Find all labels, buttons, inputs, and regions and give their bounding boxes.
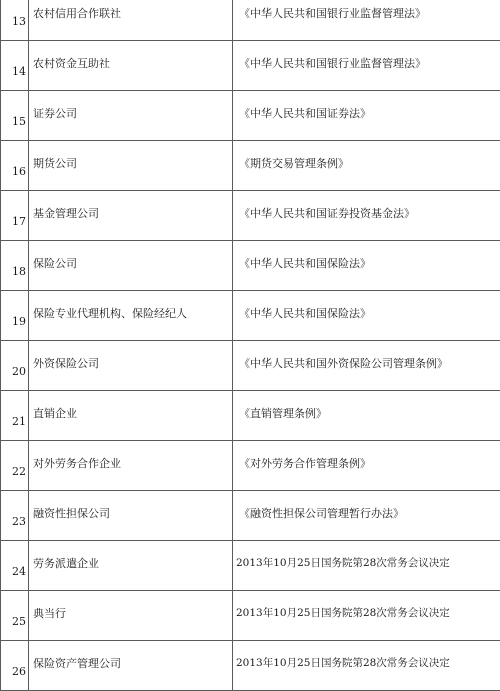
row-number: 26 [1, 641, 29, 691]
entity-name: 农村资金互助社 [29, 41, 233, 91]
row-number: 19 [1, 291, 29, 341]
row-number: 23 [1, 491, 29, 541]
table-row [1, 591, 500, 641]
governing-law: 《中华人民共和国证券法》 [233, 91, 500, 141]
governing-law: 《中华人民共和国保险法》 [233, 291, 500, 341]
entity-name: 劳务派遣企业 [29, 541, 233, 591]
governing-law: 《对外劳务合作管理条例》 [233, 441, 500, 491]
row-number: 20 [1, 341, 29, 391]
table-row [1, 141, 500, 191]
row-number: 17 [1, 191, 29, 241]
row-number: 13 [1, 0, 29, 41]
governing-law: 2013年10月25日国务院第28次常务会议决定 [233, 591, 500, 641]
row-number: 14 [1, 41, 29, 91]
entity-name: 农村信用合作联社 [29, 0, 233, 41]
entity-name: 期货公司 [29, 141, 233, 191]
governing-law: 2013年10月25日国务院第28次常务会议决定 [233, 641, 500, 691]
governing-law: 《中华人民共和国证券投资基金法》 [233, 191, 500, 241]
row-number: 16 [1, 141, 29, 191]
governing-law: 《中华人民共和国外资保险公司管理条例》 [233, 341, 500, 391]
entity-name: 证券公司 [29, 91, 233, 141]
table-row [1, 541, 500, 591]
regulation-table-body [1, 0, 500, 691]
entity-name: 保险专业代理机构、保险经纪人 [29, 291, 233, 341]
row-number: 22 [1, 441, 29, 491]
entity-name: 保险资产管理公司 [29, 641, 233, 691]
entity-name: 融资性担保公司 [29, 491, 233, 541]
entity-name: 保险公司 [29, 241, 233, 291]
entity-name: 典当行 [29, 591, 233, 641]
table-row [1, 441, 500, 491]
entity-name: 直销企业 [29, 391, 233, 441]
table-row [1, 291, 500, 341]
entity-name: 基金管理公司 [29, 191, 233, 241]
governing-law: 《中华人民共和国银行业监督管理法》 [233, 41, 500, 91]
governing-law: 《中华人民共和国银行业监督管理法》 [233, 0, 500, 41]
table-row [1, 191, 500, 241]
table-row [1, 341, 500, 391]
row-number: 18 [1, 241, 29, 291]
table-row [1, 641, 500, 691]
table-row [1, 391, 500, 441]
table-row [1, 491, 500, 541]
table-row [1, 0, 500, 41]
governing-law: 《直销管理条例》 [233, 391, 500, 441]
table-row [1, 41, 500, 91]
governing-law: 《融资性担保公司管理暂行办法》 [233, 491, 500, 541]
row-number: 25 [1, 591, 29, 641]
row-number: 24 [1, 541, 29, 591]
row-number: 21 [1, 391, 29, 441]
governing-law: 2013年10月25日国务院第28次常务会议决定 [233, 541, 500, 591]
governing-law: 《期货交易管理条例》 [233, 141, 500, 191]
governing-law: 《中华人民共和国保险法》 [233, 241, 500, 291]
entity-name: 外资保险公司 [29, 341, 233, 391]
row-number: 15 [1, 91, 29, 141]
table-row [1, 241, 500, 291]
table-row [1, 91, 500, 141]
entity-name: 对外劳务合作企业 [29, 441, 233, 491]
